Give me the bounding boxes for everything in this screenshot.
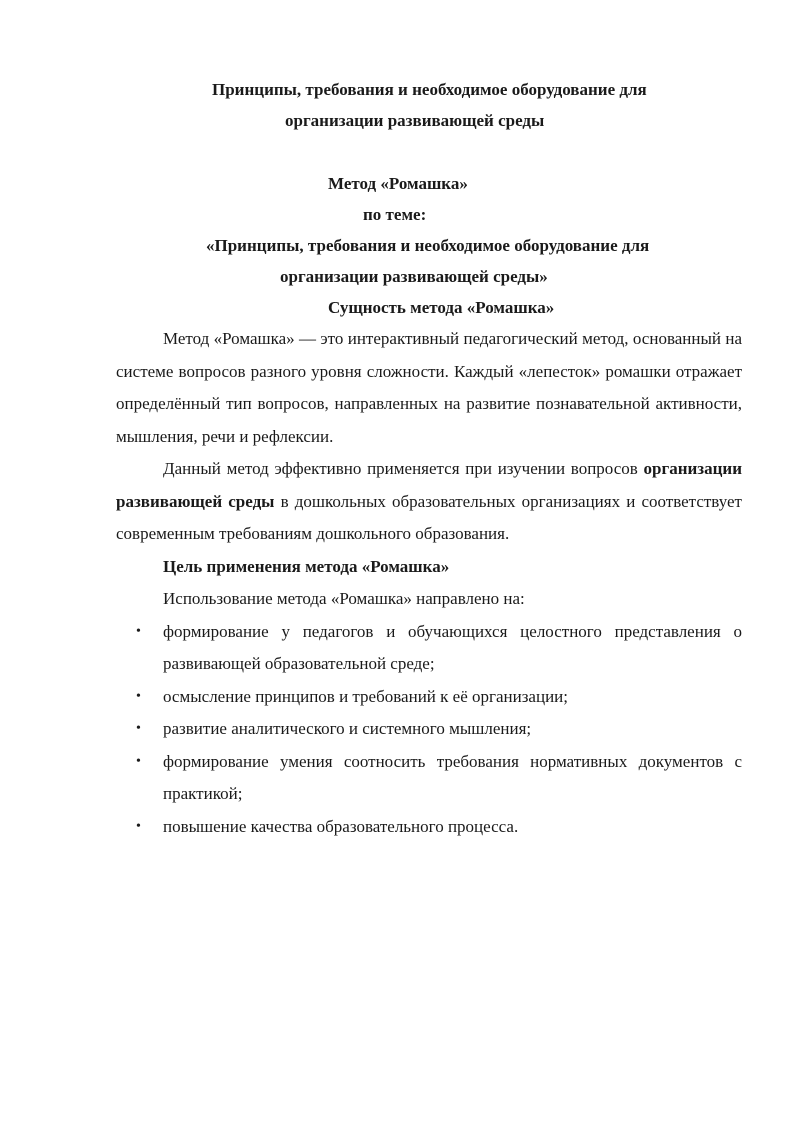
goal-heading: Цель применения метода «Ромашка»: [163, 556, 450, 576]
goal-list-item: [116, 616, 742, 681]
paragraph-application-end: в дошкольных образовательных организациях и соответствует современным требованиям дошкольного образования.: [116, 491, 742, 543]
bullet-icon: •: [136, 753, 141, 769]
bullet-icon: •: [136, 721, 141, 736]
paragraph-application: [116, 453, 742, 551]
goal-list: [116, 616, 742, 844]
bullet-icon: •: [136, 818, 141, 834]
topic-line-1: «Принципы, требования и необходимое оборудование для: [206, 236, 650, 255]
goal-item-text: осмысление принципов и требований к её организации;: [163, 686, 568, 706]
spacer: [116, 136, 742, 168]
goal-list-item: [116, 713, 742, 746]
topic-label: по теме:: [363, 205, 427, 224]
paragraph-application-emphasis: организации развивающей среды: [116, 459, 742, 511]
goal-item-text: развитие аналитического и системного мышления;: [163, 719, 532, 738]
document-page: [116, 74, 742, 843]
essence-heading: Сущность метода «Ромашка»: [328, 298, 555, 317]
bullet-icon: •: [136, 688, 141, 704]
goal-intro: Использование метода «Ромашка» направлено на:: [163, 589, 525, 608]
bullet-icon: •: [136, 623, 141, 639]
goal-list-item: [116, 746, 742, 811]
goal-item-text: повышение качества образовательного процесса.: [163, 816, 519, 836]
paragraph-essence: Метод «Ромашка» — это интерактивный педагогический метод, основанный на системе вопросов разного уровня сложности. Каждый «лепесток» ромашки отражает определённый тип вопросов, направленных на развитие познавательной активности, мышления, речи и рефлексии.: [116, 329, 742, 446]
goal-list-item: [116, 681, 742, 714]
topic-line-2: организации развивающей среды»: [280, 267, 548, 286]
goal-item-text: формирование у педагогов и обучающихся целостного представления о развивающей образовательной среде;: [163, 621, 742, 673]
goal-item-text: формирование умения соотносить требования нормативных документов с практикой;: [163, 751, 742, 803]
document-title-line-2: организации развивающей среды: [285, 111, 545, 130]
document-title-line-1: Принципы, требования и необходимое оборудование для: [212, 80, 647, 99]
method-title: Метод «Ромашка»: [328, 174, 468, 193]
paragraph-application-start: Данный метод эффективно применяется при изучении вопросов: [163, 459, 644, 478]
goal-list-item: [116, 811, 742, 844]
